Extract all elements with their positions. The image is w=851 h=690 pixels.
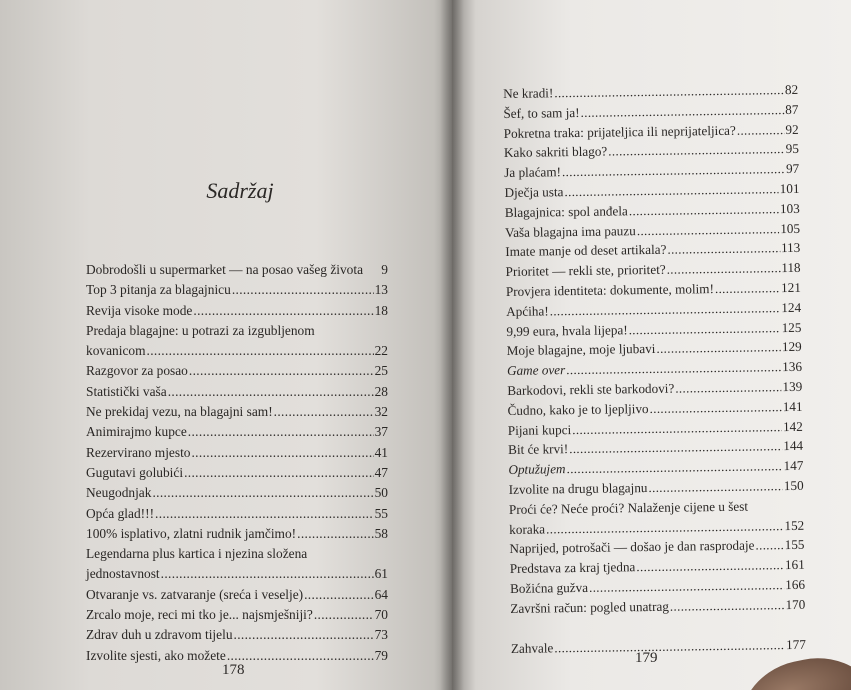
toc-entry-title: Završni račun: pogled unatrag: [510, 598, 669, 616]
toc-leader-dots: [636, 555, 784, 577]
toc-entry: [510, 595, 805, 619]
toc-leader-dots: [637, 219, 780, 241]
toc-leader-dots: [314, 605, 374, 625]
toc-entry: [86, 605, 388, 625]
toc-entry: [86, 443, 388, 463]
toc-leader-dots: [152, 483, 373, 503]
toc-leader-dots: [670, 595, 785, 616]
toc-entry: [86, 402, 388, 422]
toc-entry-page: 41: [374, 444, 388, 460]
toc-entry: [86, 382, 388, 402]
toc-title: Sadržaj: [206, 178, 274, 203]
toc-entry-page: 147: [783, 457, 804, 474]
toc-entry-title: Pijani kupci: [507, 421, 572, 438]
toc-entry-title: Ja plaćam!: [504, 164, 562, 181]
toc-leader-dots: [155, 504, 374, 524]
toc-entry: [86, 625, 388, 645]
toc-leader-dots: [232, 280, 374, 300]
toc-entry-title: Zdrav duh u zdravom tijelu: [86, 627, 233, 643]
toc-entry-page: 136: [782, 359, 803, 375]
toc-entry-page: 61: [374, 566, 388, 582]
toc-entry-title: Otvaranje vs. zatvaranje (sreća i veselje): [86, 586, 304, 602]
toc-entry-title: Provjera identiteta: dokumente, molim!: [505, 281, 715, 299]
toc-entry-page: 155: [784, 537, 805, 553]
toc-leader-dots: [274, 402, 374, 422]
toc-leader-dots: [675, 377, 781, 398]
toc-entry: [509, 476, 804, 500]
toc-entry-title: Dobrodošli u supermarket — na posao vašeg života: [86, 262, 364, 277]
toc-entry-page: 121: [780, 279, 801, 296]
toc-entry-page: 142: [782, 418, 803, 434]
toc-leader-dots: [737, 120, 785, 140]
toc-entry-line1: Predaja blagajne: u potrazi za izgubljenom: [86, 322, 315, 338]
toc-leader-dots: [715, 278, 780, 299]
toc-entry-title: Naprijed, potrošači — došao je dan rasprodaje: [509, 537, 755, 557]
toc-entry-page: 25: [374, 363, 388, 379]
toc-leader-dots: [648, 476, 783, 498]
toc-entry: [86, 504, 388, 524]
toc-entry-page: 37: [374, 424, 388, 440]
toc-entry-title: Prioritet — rekli ste, prioritet?: [505, 261, 666, 280]
toc-left-list: [86, 260, 388, 666]
toc-entry-title: Razgovor za posao: [86, 363, 188, 379]
toc-entry-page: 113: [780, 240, 801, 256]
toc-entry-page: 97: [785, 161, 800, 177]
toc-entry-page: 87: [785, 101, 799, 117]
toc-entry: [86, 280, 388, 300]
toc-entry-line1: Legendarna plus kartica i njezina složena: [86, 546, 308, 562]
toc-entry-title: Barkodovi, rekli ste barkodovi?: [507, 380, 675, 398]
toc-entry-title: Statistički vaša: [86, 383, 167, 399]
toc-entry-title: Izvolite sjesti, ako možete: [86, 647, 226, 663]
toc-leader-dots: [755, 535, 783, 555]
toc-entry-title: Animirajmo kupce: [86, 424, 187, 440]
toc-entry: [86, 361, 388, 381]
toc-entry-page: 124: [781, 299, 802, 315]
toc-leader-dots: [184, 463, 374, 483]
toc-entry-page: 32: [374, 404, 388, 420]
toc-entry-page: 144: [783, 438, 804, 454]
toc-leader-dots: [589, 575, 784, 598]
toc-entry-page: 9: [381, 262, 388, 277]
toc-leader-dots: [189, 361, 374, 381]
toc-entry-title: Blagajnica: spol anđela: [504, 203, 628, 220]
toc-leader-dots: [188, 422, 374, 442]
toc-entry-page: 92: [785, 121, 799, 137]
toc-entry-page: 50: [374, 485, 388, 501]
toc-entry-title: 9,99 eura, hvala lijepa!: [506, 321, 628, 339]
toc-entry-page: 105: [780, 220, 801, 236]
toc-entry-title: Dječja usta: [504, 184, 564, 200]
toc-leader-dots: [629, 318, 781, 340]
toc-entry-title: jednostavnost: [86, 566, 160, 582]
toc-leader-dots: [191, 443, 373, 463]
toc-entry-page: 47: [374, 464, 388, 480]
toc-entry-title: Predstava za kraj tjedna: [509, 559, 636, 577]
toc-entry-page: 103: [779, 200, 800, 216]
toc-leader-dots: [667, 239, 780, 260]
toc-right-list: [503, 80, 806, 658]
toc-entry-title: Ne kradi!: [503, 85, 554, 101]
toc-entry-page: 141: [782, 398, 803, 414]
toc-entry-page: 152: [784, 517, 805, 533]
toc-entry-title: Zahvale: [510, 639, 554, 656]
toc-entry-title: Zrcalo moje, reci mi tko je... najsmješniji?: [86, 607, 313, 623]
toc-entry-title: kovanicom: [86, 343, 146, 359]
toc-leader-dots: [161, 564, 374, 584]
toc-entry-page: 55: [374, 505, 388, 521]
toc-entry-page: 70: [374, 607, 388, 623]
toc-entry-page: 118: [781, 260, 801, 276]
toc-entry-title: Čudno, kako je to ljepljivo: [507, 400, 649, 418]
toc-entry-title: Game over: [506, 362, 566, 379]
toc-entry: [511, 634, 806, 658]
toc-entry: [86, 301, 388, 321]
toc-leader-dots: [297, 524, 373, 544]
toc-entry: [86, 564, 388, 584]
toc-entry-title: Izvolite na drugu blagajnu: [508, 479, 648, 497]
toc-entry: [86, 483, 388, 503]
toc-entry: [86, 341, 388, 361]
toc-entry-title: koraka: [509, 520, 546, 537]
toc-entry-title: Revija visoke mode: [86, 302, 193, 318]
toc-entry-page: 139: [782, 378, 803, 395]
toc-entry-title: Šef, to sam ja!: [503, 104, 580, 121]
toc-entry-page: 95: [785, 141, 800, 157]
toc-entry-page: 79: [374, 647, 388, 663]
toc-entry-page: 58: [374, 525, 388, 541]
toc-leader-dots: [656, 338, 781, 360]
toc-entry-title: Gugutavi golubići: [86, 464, 184, 480]
toc-entry-title: Imate manje od deset artikala?: [505, 242, 667, 260]
toc-leader-dots: [667, 258, 781, 279]
toc-leader-dots: [554, 635, 785, 658]
toc-entry: [86, 585, 388, 605]
toc-entry: [86, 260, 388, 280]
page-number-left: 178: [222, 662, 245, 678]
toc-entry-page: 129: [781, 339, 802, 355]
toc-entry-title: Opća glad!!!: [86, 505, 155, 521]
toc-leader-dots: [234, 625, 374, 645]
toc-entry-page: 170: [785, 596, 806, 612]
toc-entry-page: 64: [374, 586, 388, 602]
toc-entry-page: 73: [374, 627, 388, 643]
toc-entry-title: Top 3 pitanja za blagajnicu: [86, 282, 231, 298]
toc-entry-page: 125: [781, 319, 802, 335]
toc-leader-dots: [227, 646, 374, 666]
toc-entry: [86, 463, 388, 483]
toc-leader-dots: [304, 585, 374, 605]
toc-leader-dots: [193, 301, 373, 321]
toc-entry-page: 166: [785, 576, 806, 593]
toc-entry-title: Apćiha!: [506, 303, 549, 319]
toc-entry-page: 150: [783, 477, 804, 494]
toc-entry-page: 28: [374, 383, 388, 399]
toc-leader-dots: [629, 199, 779, 221]
toc-entry-title: Pokretna traka: prijateljica ili neprijateljica?: [503, 122, 736, 141]
toc-leader-dots: [168, 382, 374, 402]
toc-entry-title: Božićna gužva: [509, 579, 589, 596]
toc-entry-page: 22: [374, 343, 388, 359]
toc-entry-title: Neugodnjak: [86, 485, 152, 501]
toc-entry-page: 82: [784, 81, 799, 98]
toc-entry-title: Moje blagajne, moje ljubavi: [506, 341, 656, 359]
toc-entry: [86, 422, 388, 442]
toc-entry-title: Rezervirano mjesto: [86, 444, 191, 460]
toc-entry-page: 101: [779, 180, 800, 197]
toc-entry: [86, 524, 388, 544]
toc-entry-page: 177: [785, 636, 806, 652]
toc-entry-page: 13: [374, 282, 388, 298]
toc-entry-title: 100% isplativo, zlatni rudnik jamčimo!: [86, 525, 297, 541]
toc-leader-dots: [649, 397, 781, 419]
toc-entry-title: Ne prekidaj vezu, na blagajni sam!: [86, 404, 273, 420]
toc-entry-title: Optužujem: [508, 461, 566, 478]
toc-entry-page: 161: [784, 556, 805, 573]
toc-entry-title: Vaša blagajna ima pauzu: [504, 222, 636, 240]
toc-entry-line1: Proći će? Neće proći? Nalaženje cijene u šest: [508, 498, 749, 517]
toc-entry-page: 18: [374, 302, 388, 318]
toc-leader-dots: [147, 341, 374, 361]
toc-entry-title: Kako sakriti blago?: [503, 143, 608, 161]
toc-entry-title: Bit će krvi!: [508, 441, 569, 458]
page-number-right: 179: [635, 650, 658, 666]
toc-leader-dots: [608, 139, 785, 161]
